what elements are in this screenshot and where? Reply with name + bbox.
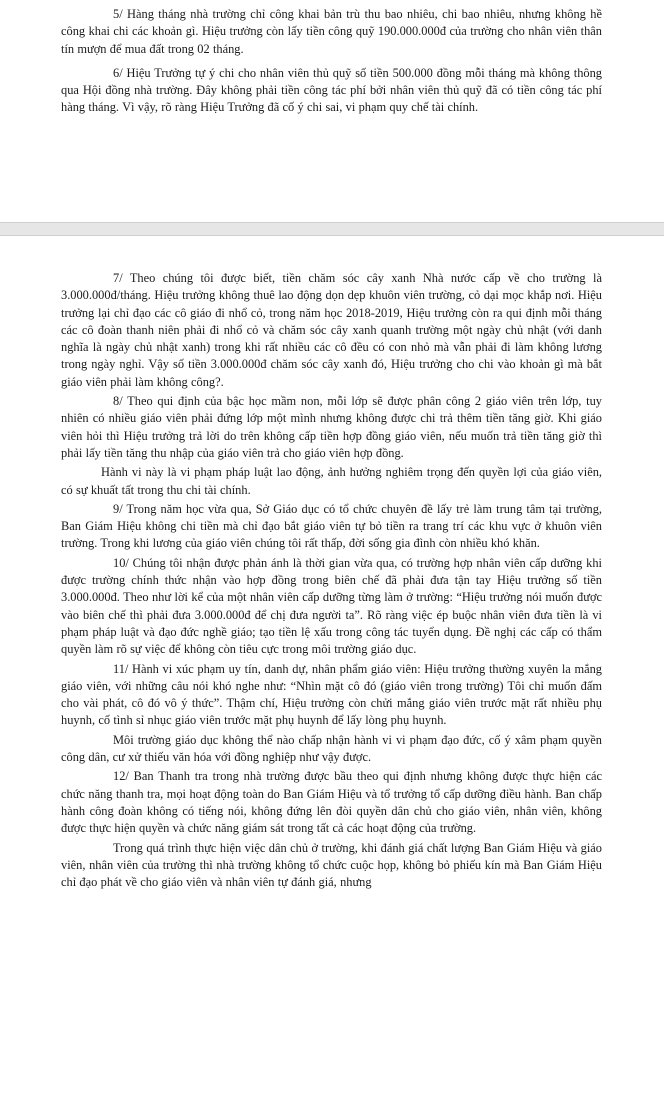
document-page-bottom: [0, 236, 664, 1100]
paragraph-item-6: 6/ Hiệu Trưởng tự ý chi cho nhân viên thủ quỹ số tiền 500.000 đồng mỗi tháng mà không thông qua Hội đồng nhà trường. Đây không phải tiền công tác phí bởi nhân viên thủ quỹ đã có tiền công tác phí hàng tháng. Vì vậy, rõ ràng Hiệu Trưởng đã cố ý chi sai, vi phạm quy chế tài chính.: [61, 65, 602, 115]
paragraph-item-5: 5/ Hàng tháng nhà trường chỉ công khai bản trù thu bao nhiêu, chi bao nhiêu, nhưng không hề công khai chi các khoản gì. Hiệu trưởng còn lấy tiền công quỹ 190.000.000đ của trường cho nhân viên thân tín mượn để mua đất trong 02 tháng.: [61, 7, 602, 56]
paragraph-item-8: 8/ Theo qui định của bậc học mầm non, mỗi lớp sẽ được phân công 2 giáo viên trên lớp, tuy nhiên có nhiều giáo viên phải đứng lớp một mình nhưng không được chi trả thêm tiền tăng giờ. Khi giáo viên hỏi thì Hiệu trưởng trả lời do trên không cấp tiền hợp đồng giáo viên, nếu muốn trả tiền tăng giờ thì phải lấy tiền tăng thu nhập của giáo viên trả cho giáo viên hợp đồng.: [61, 394, 602, 460]
paragraph-item-8-note: Hành vi này là vi phạm pháp luật lao động, ảnh hưởng nghiêm trọng đến quyền lợi của giáo viên, có sự khuất tất trong thu chi tài chính.: [61, 465, 602, 497]
paragraph-item-12-note: Trong quá trình thực hiện việc dân chủ ở trường, khi đánh giá chất lượng Ban Giám Hiệu và giáo viên, nhân viên của trường thì nhà trường không tổ chức cuộc họp, không bỏ phiếu kín mà Ban Giám Hiệu chỉ đạo phát về cho giáo viên và nhân viên tự đánh giá, nhưng: [61, 840, 602, 890]
paragraph-item-11-note: Môi trường giáo dục không thể nào chấp nhận hành vi vi phạm đạo đức, cố ý xâm phạm quyền công dân, cư xử thiếu văn hóa với đồng nghiệp như vậy được.: [61, 732, 602, 765]
paragraph-item-9: 9/ Trong năm học vừa qua, Sở Giáo dục có tổ chức chuyên đề lấy trẻ làm trung tâm tại trường, Ban Giám Hiệu không chi tiền mà chỉ đạo bắt giáo viên tự bỏ tiền ra trang trí các khu vực ở khuôn viên trường. Trong khi lương của giáo viên chúng tôi rất thấp, đời sống gia đình còn nhiều khó khăn.: [61, 501, 602, 551]
paragraph-item-7: 7/ Theo chúng tôi được biết, tiền chăm sóc cây xanh Nhà nước cấp về cho trường là 3.000.000đ/tháng. Hiệu trưởng không thuê lao động dọn dẹp khuôn viên trường, cỏ dại mọc khắp nơi. Hiệu trưởng lại chỉ đạo các cô giáo đi nhổ cỏ, trong năm học 2018-2019, Hiệu trưởng còn ra qui định mỗi tháng các cô đoàn thanh niên phải đi nhổ cỏ và chăm sóc cây xanh quanh trường một ngày chủ nhật (với danh nghĩa là ngày chủ nhật xanh) trong khi rất nhiều các cô đều có con nhỏ mà vẫn phải đi làm không lương trong ngày nghỉ. Vậy số tiền 3.000.000đ chăm sóc cây xanh đó, Hiệu trưởng cho chi vào khoản gì mà bắt giáo viên phải làm không công?.: [61, 271, 602, 389]
page-separator: [0, 222, 664, 236]
paragraph-item-12: 12/ Ban Thanh tra trong nhà trường được bầu theo qui định nhưng không được thực hiện các chức năng thanh tra, mọi hoạt động toàn do Ban Giám Hiệu và tổ trưởng tổ cấp dưỡng điều hành. Ban chấp hành công đoàn không có tiếng nói, không đứng lên đòi quyền dân chủ cho giáo viên, nhân viên, không được thực hiện quyền và chức năng giám sát trong tất cả các hoạt động của trường.: [61, 769, 602, 836]
document-page-top: [0, 0, 664, 222]
paragraph-item-10: 10/ Chúng tôi nhận được phản ánh là thời gian vừa qua, có trường hợp nhân viên cấp dưỡng khi được trường chính thức nhận vào hợp đồng trong biên chế đã phải đưa tận tay Hiệu trưởng số tiền 3.000.000đ. Theo như lời kể của một nhân viên cấp dưỡng từng làm ở trường: “Hiệu trưởng nói muốn được vào biên chế thì phải đưa 3.000.000đ để chị đưa người ta”. Rõ ràng việc ép buộc nhân viên đưa tiền là vi phạm pháp luật và đạo đức nghề giáo; tạo tiền lệ xấu trong công tác tuyển dụng. Đề nghị các cấp có thẩm quyền làm rõ sự việc để không còn tiêu cực trong môi trường giáo dục.: [61, 555, 602, 657]
paragraph-item-11: 11/ Hành vi xúc phạm uy tín, danh dự, nhân phẩm giáo viên: Hiệu trưởng thường xuyên la mắng giáo viên, với những câu nói khó nghe như: “Nhìn mặt cô đó (giáo viên trong trường) Tôi chỉ muốn đấm cho vài phát, cô đó vô ý thức”. Thậm chí, Hiệu trưởng còn chửi mắng giáo viên trước mặt rất nhiều phụ huynh, cố tình sỉ nhục giáo viên trước mặt phụ huynh để lấy lòng phụ huynh.: [61, 661, 602, 728]
